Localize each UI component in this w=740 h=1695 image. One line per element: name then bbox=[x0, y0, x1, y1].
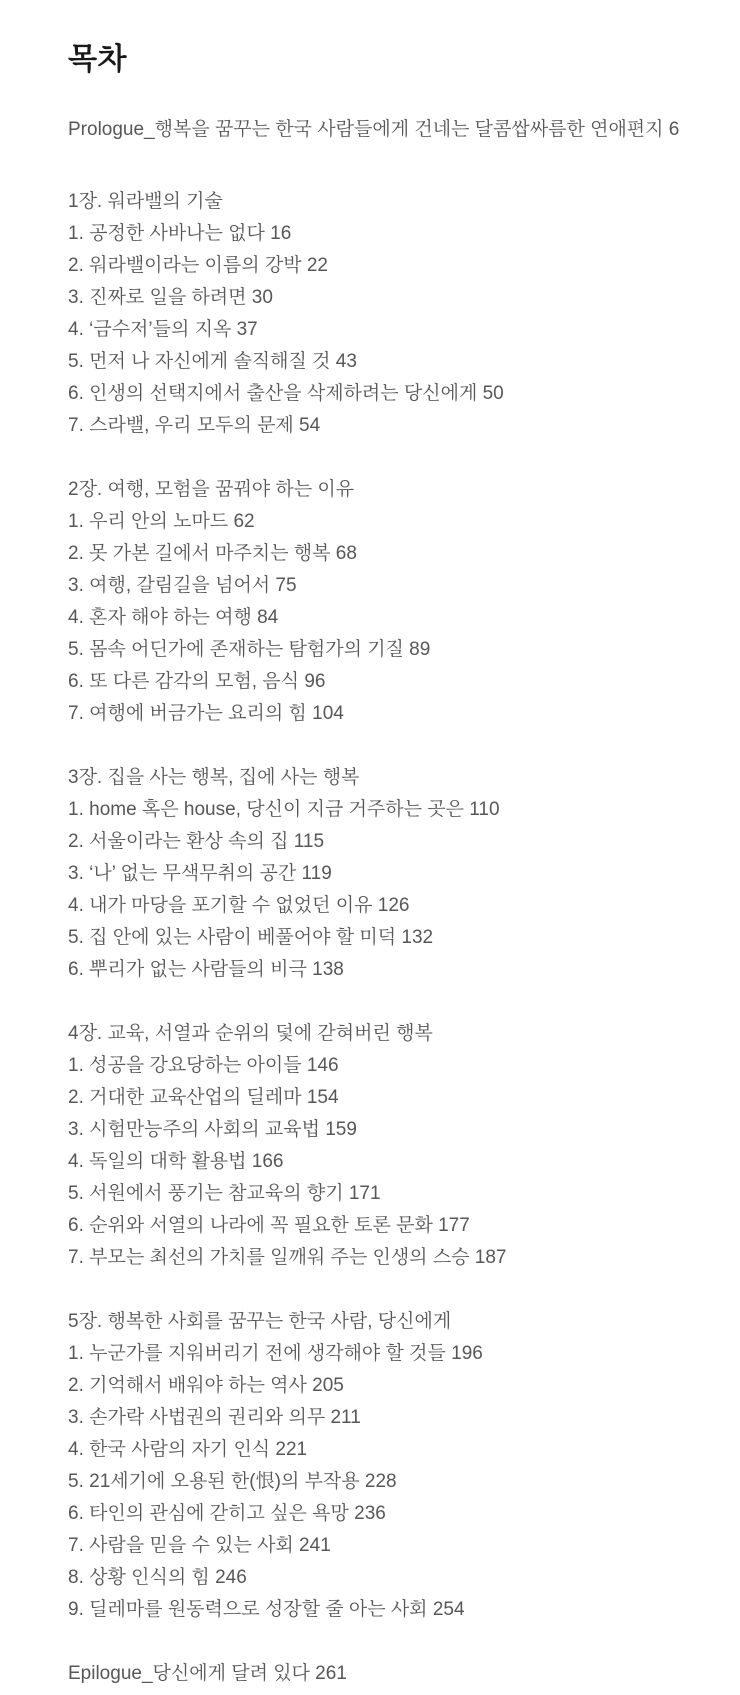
toc-item: 4. 한국 사람의 자기 인식 221 bbox=[68, 1439, 308, 1460]
toc-item: 9. 딜레마를 원동력으로 성장할 줄 아는 사회 254 bbox=[68, 1599, 465, 1620]
toc-item: 2. 못 가본 길에서 마주치는 행복 68 bbox=[68, 543, 357, 564]
toc-item: 3. 시험만능주의 사회의 교육법 159 bbox=[68, 1119, 357, 1140]
toc-item: 6. 뿌리가 없는 사람들의 비극 138 bbox=[68, 959, 344, 980]
toc-item: 2. 워라밸이라는 이름의 강박 22 bbox=[68, 255, 328, 276]
prologue-line: Prologue_행복을 꿈꾸는 한국 사람들에게 건네는 달콤쌉싸름한 연애편지 6 bbox=[68, 119, 680, 140]
chapter-3-block bbox=[68, 762, 700, 986]
toc-item: 6. 타인의 관심에 갇히고 싶은 욕망 236 bbox=[68, 1503, 386, 1524]
epilogue-line: Epilogue_당신에게 달려 있다 261 bbox=[68, 1663, 347, 1684]
toc-item: 7. 여행에 버금가는 요리의 힘 104 bbox=[68, 703, 344, 724]
toc-item: 2. 거대한 교육산업의 딜레마 154 bbox=[68, 1087, 339, 1108]
toc-item: 7. 사람을 믿을 수 있는 사회 241 bbox=[68, 1535, 331, 1556]
toc-item: 3. 진짜로 일을 하려면 30 bbox=[68, 287, 273, 308]
toc-item: 1. 누군가를 지워버리기 전에 생각해야 할 것들 196 bbox=[68, 1343, 483, 1364]
toc-item: 3. 여행, 갈림길을 넘어서 75 bbox=[68, 575, 297, 596]
toc-item: 7. 스라밸, 우리 모두의 문제 54 bbox=[68, 415, 321, 436]
toc-item: 5. 몸속 어딘가에 존재하는 탐험가의 기질 89 bbox=[68, 639, 431, 660]
chapter-5-heading: 5장. 행복한 사회를 꿈꾸는 한국 사람, 당신에게 bbox=[68, 1311, 452, 1332]
toc-item: 3. ‘나’ 없는 무색무취의 공간 119 bbox=[68, 863, 332, 884]
chapter-2-block bbox=[68, 474, 700, 730]
toc-item: 4. 내가 마당을 포기할 수 없었던 이유 126 bbox=[68, 895, 410, 916]
chapter-1-heading: 1장. 워라밸의 기술 bbox=[68, 191, 223, 212]
toc-item: 4. 독일의 대학 활용법 166 bbox=[68, 1151, 284, 1172]
toc-item: 2. 서울이라는 환상 속의 집 115 bbox=[68, 831, 325, 852]
chapter-4-block bbox=[68, 1018, 700, 1274]
toc-item: 1. 성공을 강요당하는 아이들 146 bbox=[68, 1055, 339, 1076]
toc-item: 6. 인생의 선택지에서 출산을 삭제하려는 당신에게 50 bbox=[68, 383, 504, 404]
toc-item: 4. ‘금수저’들의 지옥 37 bbox=[68, 319, 258, 340]
toc-item: 2. 기억해서 배워야 하는 역사 205 bbox=[68, 1375, 344, 1396]
toc-item: 5. 서원에서 풍기는 참교육의 향기 171 bbox=[68, 1183, 381, 1204]
chapter-5-block bbox=[68, 1306, 700, 1626]
toc-item: 1. 공정한 사바나는 없다 16 bbox=[68, 223, 292, 244]
chapter-2-heading: 2장. 여행, 모험을 꿈꿔야 하는 이유 bbox=[68, 479, 355, 500]
toc-item: 1. 우리 안의 노마드 62 bbox=[68, 511, 255, 532]
toc-item: 1. home 혹은 house, 당신이 지금 거주하는 곳은 110 bbox=[68, 799, 500, 820]
toc-item: 5. 집 안에 있는 사람이 베풀어야 할 미덕 132 bbox=[68, 927, 434, 948]
page-title: 목차 bbox=[68, 43, 127, 76]
toc-item: 5. 먼저 나 자신에게 솔직해질 것 43 bbox=[68, 351, 357, 372]
toc-item: 8. 상황 인식의 힘 246 bbox=[68, 1567, 247, 1588]
chapter-1-block bbox=[68, 186, 700, 442]
chapter-4-heading: 4장. 교육, 서열과 순위의 덫에 갇혀버린 행복 bbox=[68, 1023, 433, 1044]
chapter-3-heading: 3장. 집을 사는 행복, 집에 사는 행복 bbox=[68, 767, 360, 788]
toc-item: 7. 부모는 최선의 가치를 일깨워 주는 인생의 스승 187 bbox=[68, 1247, 507, 1268]
toc-item: 4. 혼자 해야 하는 여행 84 bbox=[68, 607, 279, 628]
toc-item: 3. 손가락 사법권의 권리와 의무 211 bbox=[68, 1407, 361, 1428]
toc-item: 6. 또 다른 감각의 모험, 음식 96 bbox=[68, 671, 326, 692]
toc-item: 5. 21세기에 오용된 한(恨)의 부작용 228 bbox=[68, 1471, 397, 1492]
toc-item: 6. 순위와 서열의 나라에 꼭 필요한 토론 문화 177 bbox=[68, 1215, 470, 1236]
